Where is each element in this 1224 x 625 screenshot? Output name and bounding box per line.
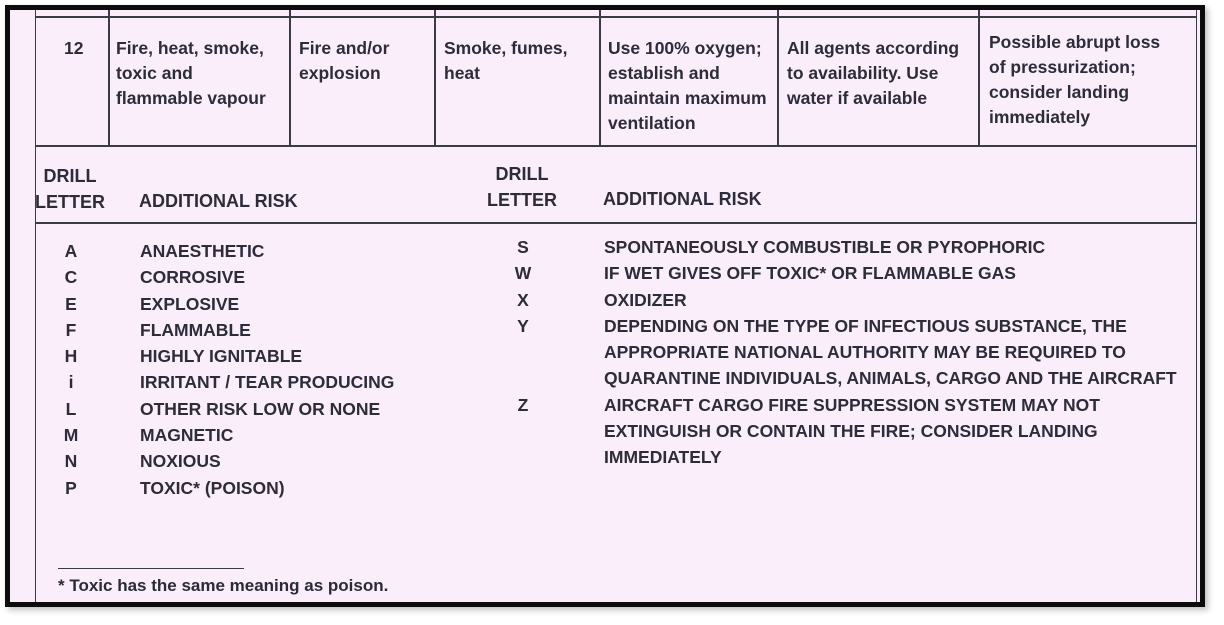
footnote: * Toxic has the same meaning as poison. — [58, 576, 389, 595]
footnote-rule — [58, 568, 244, 569]
left-additional-risks: ANAESTHETIC CORROSIVE EXPLOSIVE FLAMMABLE HIGHLY IGNITABLE IRRITANT / TEAR PRODUCING OTHER RISK LOW OR NONE MAGNETIC NOXIOUS TOXIC* (POISON) — [140, 241, 395, 498]
header-additional-risk-right: ADDITIONAL RISK — [603, 189, 762, 209]
legend-header-rule — [36, 222, 1196, 224]
row-number: 12 — [64, 38, 84, 58]
header-drill-letter-left: DRILL LETTER — [35, 166, 105, 212]
cell-divider — [434, 10, 436, 145]
cell-hazard: Fire and/or explosion — [299, 38, 390, 83]
document-sheet — [35, 10, 1197, 607]
cell-agents: All agents according to availability. Use water if available — [787, 38, 960, 108]
top-rule — [36, 16, 1196, 18]
header-additional-risk-left: ADDITIONAL RISK — [139, 191, 298, 211]
cell-oxygen: Use 100% oxygen; establish and maintain maximum ventilation — [608, 38, 767, 133]
cell-divider — [599, 10, 601, 145]
right-additional-risks: SPONTANEOUSLY COMBUSTIBLE OR PYROPHORIC IF WET GIVES OFF TOXIC* OR FLAMMABLE GAS OXIDIZER DEPENDING ON THE TYPE OF INFECTIOUS SUBSTANCE, THE APPROPRIATE NATIONAL AUTHORITY MAY BE REQUIRED TO QUARANTINE INDIVIDUALS, ANIMALS, CARGO AND THE AIRCRAFT AIRCRAFT CARGO FIRE SUPPRESSION SYSTEM MAY NOT EXTINGUISH OR CONTAIN THE FIRE; CONSIDER LANDING IMMEDIATELY — [604, 237, 1177, 468]
cell-pressurization: Possible abrupt loss of pressurization; consider landing immediately — [989, 32, 1161, 127]
cell-divider — [289, 10, 291, 145]
cell-divider — [108, 10, 110, 145]
document-frame — [5, 5, 1205, 607]
left-drill-letters: A C E F H i L M N P — [63, 241, 79, 498]
cell-divider — [978, 10, 980, 145]
row-bottom-rule — [36, 145, 1196, 147]
right-drill-letters: S W X Y Z — [514, 237, 532, 415]
cell-fire-type: Fire, heat, smoke, toxic and flammable vapour — [116, 38, 266, 108]
cell-fumes: Smoke, fumes, heat — [444, 38, 568, 83]
cell-divider — [777, 10, 779, 145]
header-drill-letter-right: DRILL LETTER — [487, 164, 557, 210]
